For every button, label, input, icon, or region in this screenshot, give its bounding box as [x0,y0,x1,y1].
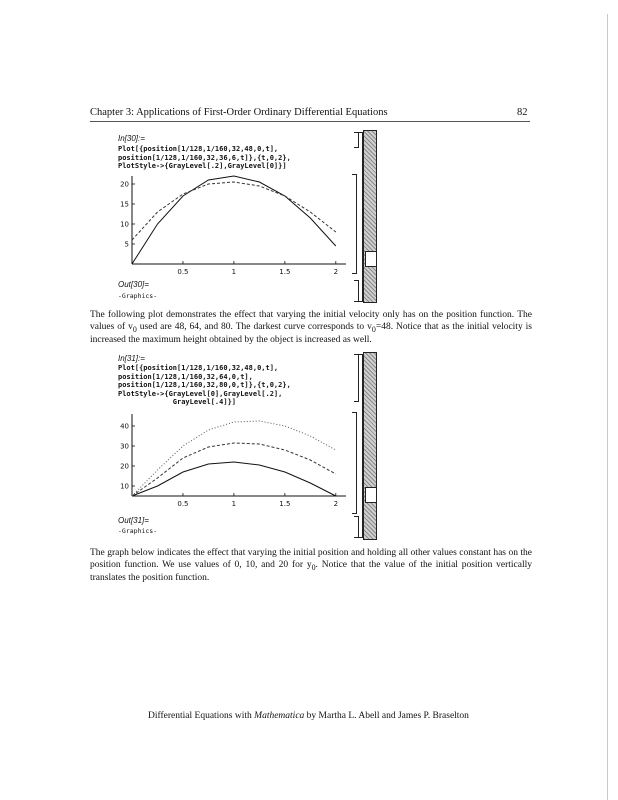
scrollbar-thumb[interactable] [365,487,377,503]
code-line: Plot[{position[1/128,1/160,32,48,0,t], [118,364,279,372]
page-footer: Differential Equations with Mathematica by Martha L. Abell and James P. Braselton [148,711,469,721]
output-label: Out[30]= [118,280,149,289]
x-tick-label: 2 [333,500,339,508]
page-number: 82 [517,107,528,118]
paragraph-initial-position: The graph below indicates the effect that varying the initial position and holding all other values constant has on the position function. We use values of 0, 10, and 20 for $y_0$. Notice that the value of the initial position vertically translates the position function. [90,548,533,583]
y-tick-label: 30 [120,442,129,451]
series-line-1 [132,462,336,496]
series-line-1 [132,176,336,264]
y-tick-label: 10 [120,482,129,491]
code-line: Plot[{position[1/128,1/160,32,48,0,t], [118,145,279,153]
input-label: In[30]:= [118,134,145,143]
output-graphics: -Graphics- [118,292,158,300]
x-tick-label: 0.5 [177,500,189,508]
cell-bracket-graphics[interactable] [352,174,357,274]
plot-30 [112,172,352,278]
cell-content [90,130,362,303]
plot-31 [112,410,352,510]
y-tick-label: 20 [120,462,129,471]
code-line: position[1/128,1/160,32,64,0,t], [118,372,253,381]
y-tick-label: 15 [120,200,129,209]
x-tick-label: 2 [333,268,339,276]
input-code[interactable] [118,364,291,407]
code-line: PlotStyle->{GrayLevel[.2],GrayLevel[0]}] [118,162,287,170]
output-label: Out[31]= [118,516,149,525]
paragraph-initial-velocity: The following plot demonstrates the effect that varying the initial velocity only has on the position function. The values of $v_0$ used are 48, 64, and 80. The darkest curve corresponds to $v_0=48$. Notice that as the initial velocity is increased the maximum height obtained by the object is increased as well. [90,310,532,345]
vertical-scrollbar[interactable] [363,352,377,540]
cell-content [90,352,362,540]
running-header-title: Chapter 3: Applications of First-Order Ordinary Differential Equations [90,107,388,118]
y-tick-label: 40 [120,422,129,431]
input-label: In[31]:= [118,354,145,363]
notebook-cell-30 [90,130,380,303]
x-tick-label: 1 [231,268,237,276]
vertical-scrollbar[interactable] [363,130,377,303]
series-line-2 [132,443,336,496]
x-tick-label: 1.5 [279,500,291,508]
y-tick-label: 5 [124,240,129,249]
output-graphics: -Graphics- [118,527,158,535]
cell-bracket-graphics[interactable] [352,412,357,514]
header-rule [90,121,530,122]
notebook-cell-31 [90,352,380,540]
code-line: GrayLevel[.4]}] [118,398,237,406]
x-tick-label: 0.5 [177,268,189,276]
scrollbar-thumb[interactable] [365,251,377,267]
code-line: position[1/128,1/160,32,36,6,t]},{t,0,2}, [118,153,291,162]
y-tick-label: 20 [120,180,129,189]
code-line: position[1/128,1/160,32,80,0,t]},{t,0,2}, [118,381,291,389]
series-line-2 [132,182,336,240]
code-line: PlotStyle->{GrayLevel[0],GrayLevel[.2], [118,389,283,398]
y-tick-label: 10 [120,220,129,229]
x-tick-label: 1 [231,500,237,508]
input-code[interactable] [118,145,291,171]
page-edge-line [607,14,608,800]
x-tick-label: 1.5 [279,268,291,276]
